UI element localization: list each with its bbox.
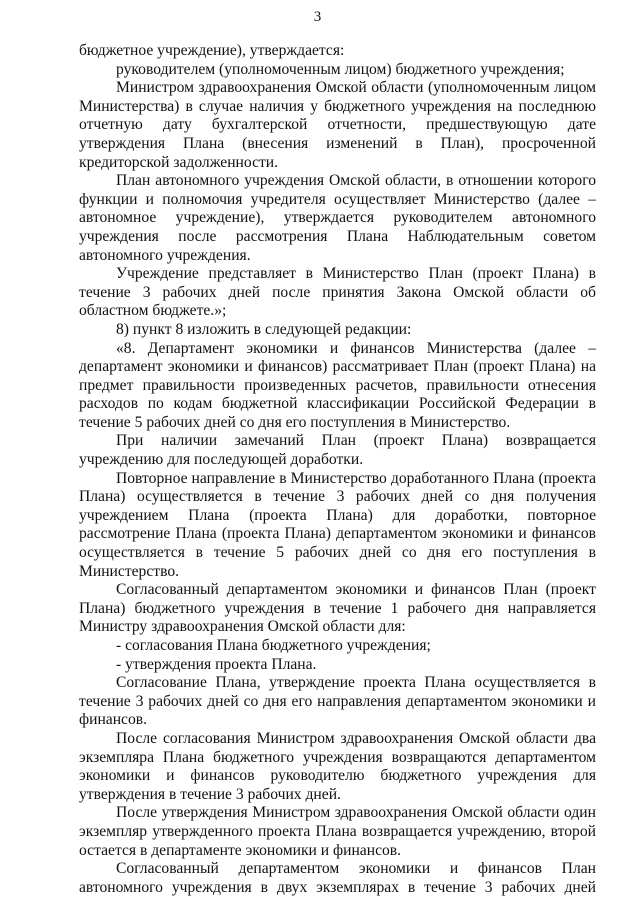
- paragraph: Согласованный департаментом экономики и финансов План (проект Плана) бюджетного учреждения в течение 1 рабочего дня направляется Министру здравоохранения Омской области для:: [79, 581, 596, 636]
- paragraph: руководителем (уполномоченным лицом) бюджетного учреждения;: [116, 60, 565, 78]
- paragraph: «8. Департамент экономики и финансов Министерства (далее – департамент экономики и финансов) рассматривает План (проект Плана) на предмет правильности произведенных расчетов, правильности отнесения расходов по кодам бюджетной классификации Российской Федерации в течение 5 рабочих дней со дня его поступления в Министерство.: [79, 339, 596, 431]
- paragraph: Министром здравоохранения Омской области (уполномоченным лицом Министерства) в случае наличия у бюджетного учреждения на последнюю отчетную дату бухгалтерской отчетности, предшествующую дате утверждения Плана (внесения изменений в План), просроченной кредиторской задолженности.: [79, 79, 596, 171]
- paragraph: Учреждение представляет в Министерство План (проект Плана) в течение 3 рабочих дней после принятия Закона Омской области об областном бюджете.»;: [79, 265, 596, 320]
- paragraph: - утверждения проекта Плана.: [116, 655, 317, 673]
- paragraph: После согласования Министром здравоохранения Омской области два экземпляра Плана бюджетного учреждения возвращаются департаментом экономики и финансов руководителю бюджетного учреждения для утверждения в течение 3 рабочих дней.: [79, 729, 596, 803]
- paragraph: Согласованный департаментом экономики и финансов План автономного учреждения в двух экземплярах в течение 3 рабочих дней: [79, 860, 596, 896]
- paragraph: 8) пункт 8 изложить в следующей редакции:: [116, 320, 412, 338]
- document-body: [79, 42, 596, 897]
- paragraph: бюджетное учреждение), утверждается:: [79, 42, 345, 59]
- paragraph: Повторное направление в Министерство доработанного Плана (проекта Плана) осуществляется в течение 3 рабочих дней со дня получения учреждением Плана (проекта Плана) для доработки, повторное рассмотрение Плана (проекта Плана) департаментом экономики и финансов осуществляется в течение 5 рабочих дней со дня его поступления в Министерство.: [79, 469, 596, 580]
- paragraph: После утверждения Министром здравоохранения Омской области один экземпляр утвержденного проекта Плана возвращается учреждению, второй остается в департаменте экономики и финансов.: [79, 804, 596, 859]
- page-number: 3: [313, 9, 322, 25]
- paragraph: - согласования Плана бюджетного учреждения;: [116, 637, 431, 654]
- paragraph: Согласование Плана, утверждение проекта Плана осуществляется в течение 3 рабочих дней со дня его направления департаментом экономики и финансов.: [79, 674, 596, 729]
- paragraph: При наличии замечаний План (проект Плана) возвращается учреждению для последующей доработки.: [79, 432, 596, 469]
- paragraph: План автономного учреждения Омской области, в отношении которого функции и полномочия учредителя осуществляет Министерство (далее – автономное учреждение), утверждается руководителем автономного учреждения после рассмотрения Плана Наблюдательным советом автономного учреждения.: [79, 172, 596, 264]
